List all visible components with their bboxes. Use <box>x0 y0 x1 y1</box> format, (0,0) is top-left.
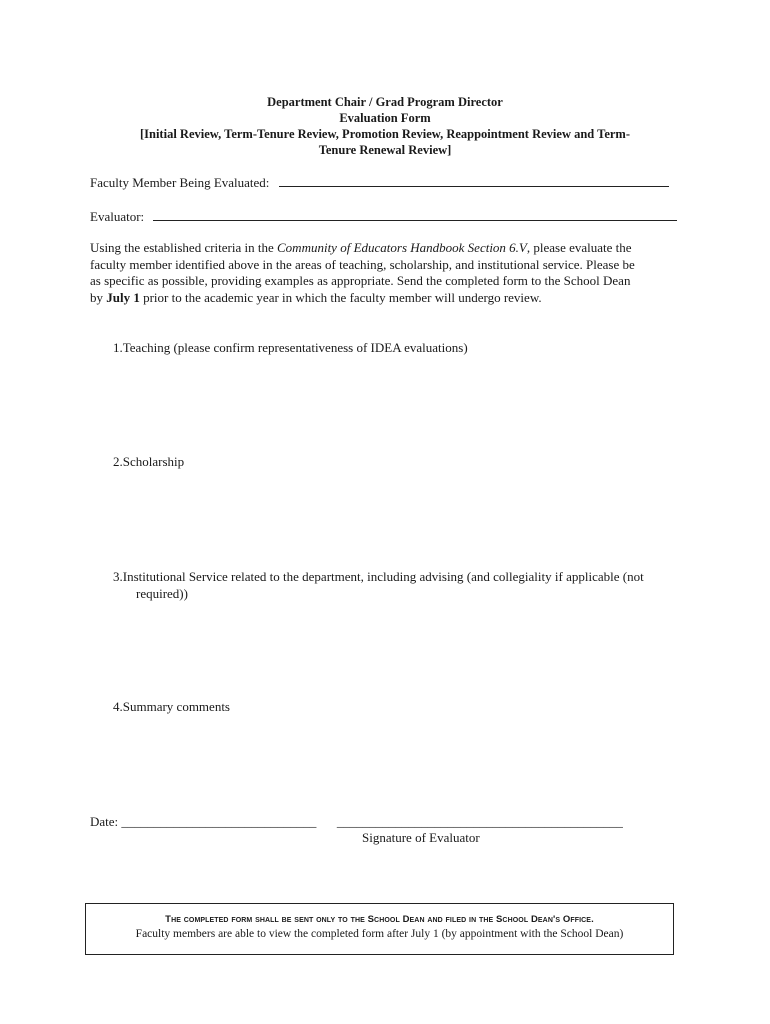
instructions-line: Using the established criteria in the Community of Educators Handbook Section 6.V, please evaluate the <box>90 240 632 255</box>
faculty-member-label: Faculty Member Being Evaluated: <box>90 175 270 190</box>
form-header <box>90 94 680 158</box>
notice-box <box>85 903 674 955</box>
signature-label: Signature of Evaluator <box>362 830 480 845</box>
date-field[interactable]: ______________________________ <box>121 814 317 829</box>
instructions-line: as specific as possible, providing examples as appropriate. Send the completed form to the School Dean <box>90 273 631 288</box>
faculty-member-row <box>90 175 669 191</box>
section-teaching: 1.Teaching (please confirm representativeness of IDEA evaluations) <box>113 340 468 355</box>
instructions-line: faculty member identified above in the areas of teaching, scholarship, and institutional service. Please be <box>90 256 635 272</box>
header-subtitle: Evaluation Form <box>339 111 431 125</box>
faculty-member-field[interactable] <box>279 176 669 187</box>
instructions-paragraph <box>90 240 682 306</box>
evaluator-row <box>90 209 677 225</box>
handbook-reference: Community of Educators Handbook Section 6.V <box>277 240 527 255</box>
section-institutional-service: 3.Institutional Service related to the department, including advising (and collegiality if applicable (not required)) <box>113 569 644 601</box>
notice-heading: The completed form shall be sent only to the School Dean and filed in the School Dean's Office. <box>165 914 594 925</box>
signature-field[interactable]: ____________________________________________ <box>336 814 623 829</box>
deadline: July 1 <box>106 289 140 305</box>
signature-row <box>90 814 623 830</box>
evaluator-field[interactable] <box>153 210 677 221</box>
section-summary-comments: 4.Summary comments <box>113 699 230 714</box>
header-review-types-line2: Tenure Renewal Review] <box>318 143 452 157</box>
notice-text: Faculty members are able to view the completed form after July 1 (by appointment with the School Dean) <box>135 928 624 940</box>
header-review-types-line1: [Initial Review, Term-Tenure Review, Promotion Review, Reappointment Review and Term- <box>139 127 631 141</box>
header-title: Department Chair / Grad Program Director <box>267 95 503 109</box>
evaluator-label: Evaluator: <box>90 209 145 224</box>
instructions-line: by July 1 prior to the academic year in which the faculty member will undergo review. <box>90 289 542 305</box>
date-label: Date: <box>90 814 119 829</box>
section-scholarship: 2.Scholarship <box>113 454 185 469</box>
